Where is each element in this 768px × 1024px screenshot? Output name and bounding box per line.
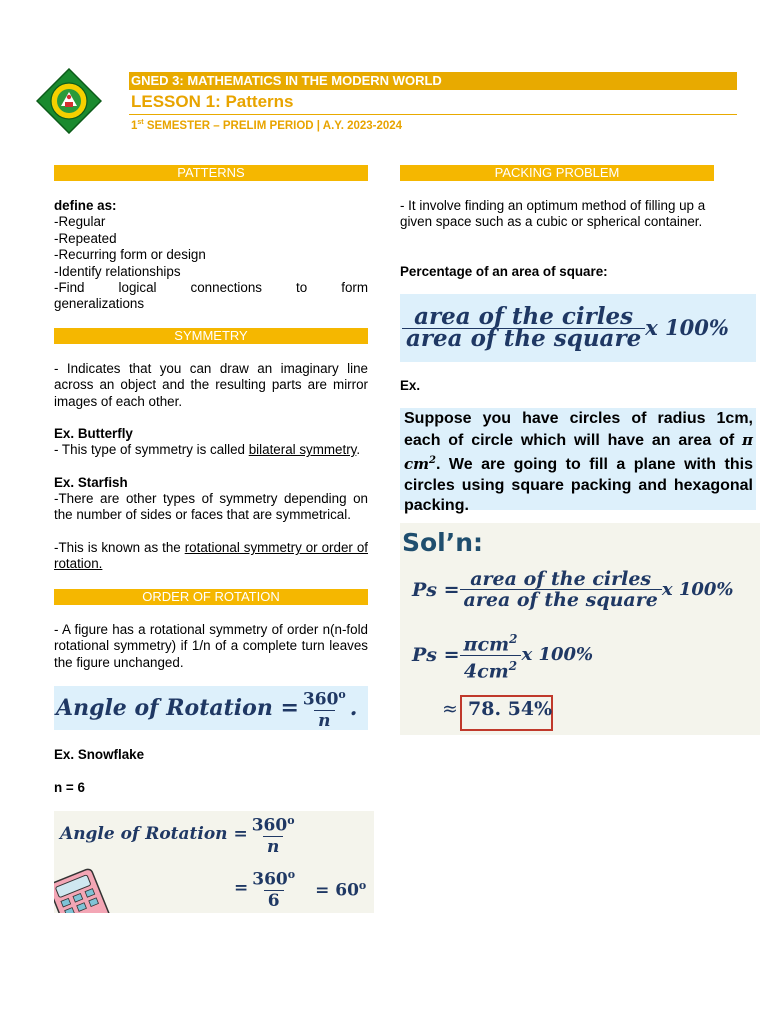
solution-title: Sol’n:	[402, 528, 484, 557]
symmetry-intro: - Indicates that you can draw an imaginary line across an object and the resulting parts are mirror images of each other.	[54, 361, 368, 409]
packing-percentage-formula: $\frac{\text{area of the cirles}}{\text{area of the square}}$ x 100%	[400, 294, 756, 362]
example-label: Ex.	[400, 378, 421, 393]
list-item: -Find logical connections to form generalizations	[54, 280, 368, 312]
problem-statement-box	[400, 408, 756, 514]
solution-box	[400, 523, 760, 735]
example-butterfly-text: - This type of symmetry is called bilateral symmetry.	[54, 442, 361, 457]
n-value: n = 6	[54, 780, 85, 795]
example-starfish-title: Ex. Starfish	[54, 475, 128, 490]
percentage-title: Percentage of an area of square:	[400, 264, 608, 279]
list-item: -Identify relationships	[54, 263, 181, 279]
define-label: define as:	[54, 198, 117, 213]
list-item: -Regular	[54, 214, 106, 230]
list-item: -Repeated	[54, 230, 117, 246]
final-answer: 78. 54%	[460, 695, 553, 731]
problem-statement: Suppose you have circles of radius 1cm, each of circle which will have an area of π $cm^2$. We are going to fill a plane with this circles using square packing and hexagonal packing.	[404, 410, 753, 514]
patterns-heading: PATTERNS	[54, 165, 368, 181]
angle-of-rotation-formula: Angle of Rotation = $\frac{360^o}{n}$ .	[54, 686, 368, 730]
semester-info: 1st SEMESTER – PRELIM PERIOD | A.Y. 2023-2024	[131, 119, 403, 132]
order-of-rotation-heading: ORDER OF ROTATION	[54, 589, 368, 605]
calculator-icon	[54, 865, 114, 913]
rotation-definition: - A figure has a rotational symmetry of order n(n-fold rotational symmetry) if 1/n of a complete turn leaves the figure unchanged.	[54, 622, 368, 670]
list-item: -Recurring form or design	[54, 247, 206, 263]
example-snowflake-title: Ex. Snowflake	[54, 747, 145, 762]
packing-definition: - It involve finding an optimum method of filling up a given space such as a cubic or spherical container.	[400, 198, 706, 230]
solution-step-1: Ps = $\frac{\text{area of the cirles}}{\text{area of the square}}$ x 100%	[412, 568, 734, 612]
patterns-definition	[54, 198, 368, 313]
rotational-symmetry-note: -This is known as the rotational symmetry or order of rotation.	[54, 540, 368, 572]
packing-problem-heading: PACKING PROBLEM	[400, 165, 714, 181]
lesson-title: LESSON 1: Patterns	[131, 92, 294, 111]
example-butterfly-title: Ex. Butterfly	[54, 426, 133, 441]
school-seal-icon	[36, 68, 102, 134]
snowflake-example-box: Angle of Rotation = $\frac{360^o}{n}$ = $\frac{360^o}{6}$ = $60^o$	[54, 811, 374, 913]
approx-symbol: ≈	[442, 698, 458, 720]
example-starfish-text: -There are other types of symmetry depending on the number of sides or faces that are symmetrical.	[54, 491, 368, 523]
symmetry-heading: SYMMETRY	[54, 328, 368, 344]
course-title: GNED 3: MATHEMATICS IN THE MODERN WORLD	[131, 73, 442, 88]
solution-step-2: Ps = $\frac{\pi cm^2}{4cm^2}$ x 100%	[412, 632, 594, 683]
header-divider	[129, 114, 737, 115]
